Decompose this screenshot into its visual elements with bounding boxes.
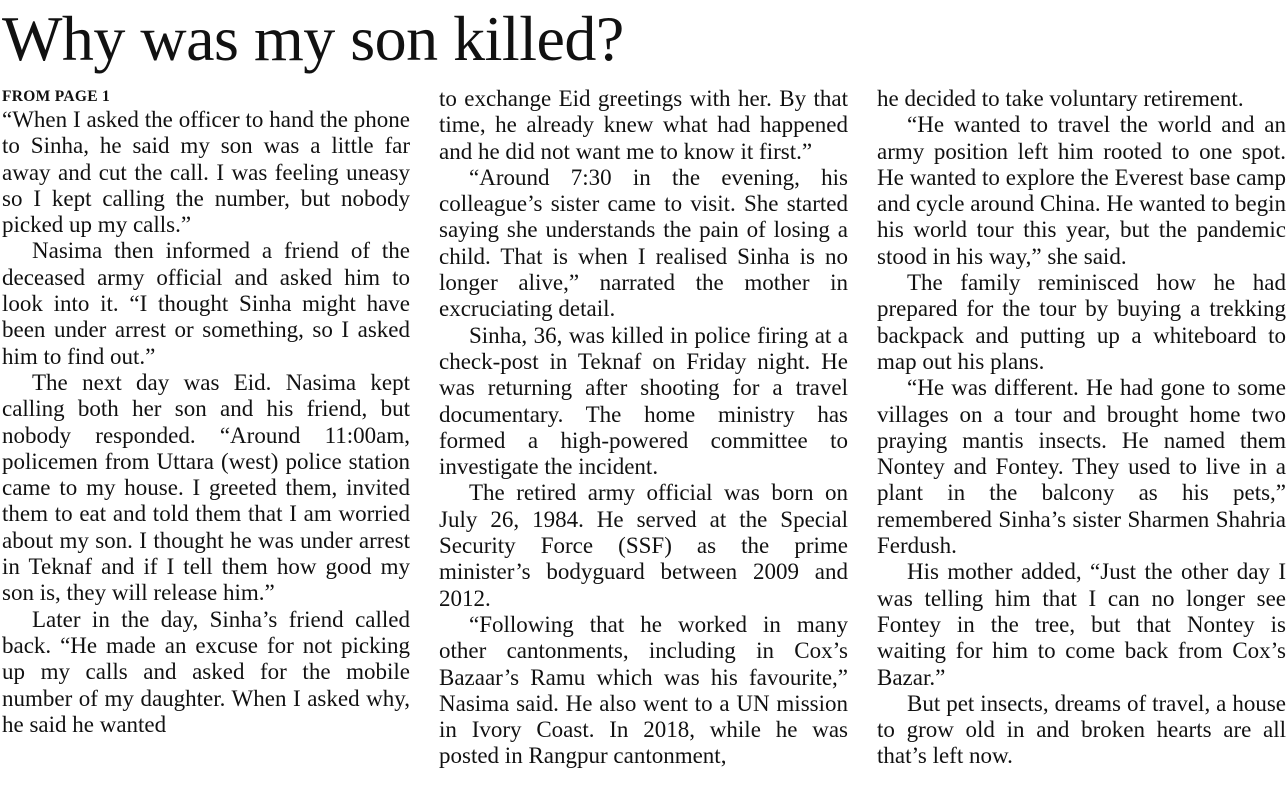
paragraph: Later in the day, Sinha’s friend called back. “He made an excuse for not picking up my calls and asked for the mobile number of my daughter. When I asked why, he said he wanted [2,606,410,737]
paragraph: to exchange Eid greetings with her. By that time, he already knew what had happened and he did not want me to know it first.” [439,86,848,164]
page-jump-kicker: FROM PAGE 1 [2,88,111,105]
paragraph: The retired army official was born on July 26, 1984. He served at the Special Security Force (SSF) as the prime minister’s bodyguard between 2009 and 2012. [439,480,848,611]
paragraph: But pet insects, dreams of travel, a house to grow old in and broken hearts are all that’s left now. [877,690,1286,769]
paragraph: His mother added, “Just the other day I was telling him that I can no longer see Fontey in the tree, but that Nontey is waiting for him to come back from Cox’s Bazar.” [877,559,1286,690]
article-column-2 [439,86,848,770]
paragraph: The next day was Eid. Nasima kept calling both her son and his friend, but nobody responded. “Around 11:00am, policemen from Uttara (west) police station came to my house. I greeted them, invited them to eat and told them that I am worried about my son. I thought he was under arrest in Teknaf and if I tell them how good my son is, they will release him.” [2,369,410,606]
headline: Why was my son killed? [2,3,624,74]
paragraph: “Around 7:30 in the evening, his colleague’s sister came to visit. She started saying she understands the pain of losing a child. That is when I realised Sinha is no longer alive,” narrated the mother in excruciating detail. [439,164,848,322]
paragraph: Sinha, 36, was killed in police firing at a check-post in Teknaf on Friday night. He was returning after shooting for a travel documentary. The home ministry has formed a high-powered committee to investigate the incident. [439,322,848,480]
article-column-1 [2,86,410,738]
paragraph: he decided to take voluntary retirement. [877,86,1244,111]
paragraph: The family reminisced how he had prepared for the tour by buying a trekking backpack and putting up a whiteboard to map out his plans. [877,270,1286,374]
paragraph: Nasima then informed a friend of the deceased army official and asked him to look into it. “I thought Sinha might have been under arrest or something, so I asked him to find out.” [2,238,410,369]
paragraph: “He was different. He had gone to some villages on a tour and brought home two praying mantis insects. He named them Nontey and Fontey. They used to live in a plant in the balcony as his pets,” remembered Sinha’s sister Sharmen Shahria Ferdush. [877,375,1286,559]
paragraph: “Following that he worked in many other cantonments, including in Cox’s Bazaar’s Ramu which was his favourite,” Nasima said. He also went to a UN mission in Ivory Coast. In 2018, while he was posted in Rangpur cantonment, [439,611,848,769]
article-column-3 [877,86,1286,770]
paragraph: “He wanted to travel the world and an army position left him rooted to one spot. He wanted to explore the Everest base camp and cycle around China. He wanted to begin his world tour this year, but the pandemic stood in his way,” she said. [877,112,1286,269]
paragraph: “When I asked the officer to hand the phone to Sinha, he said my son was a little far away and cut the call. I was feeling uneasy so I kept calling the number, but nobody picked up my calls.” [2,107,410,238]
